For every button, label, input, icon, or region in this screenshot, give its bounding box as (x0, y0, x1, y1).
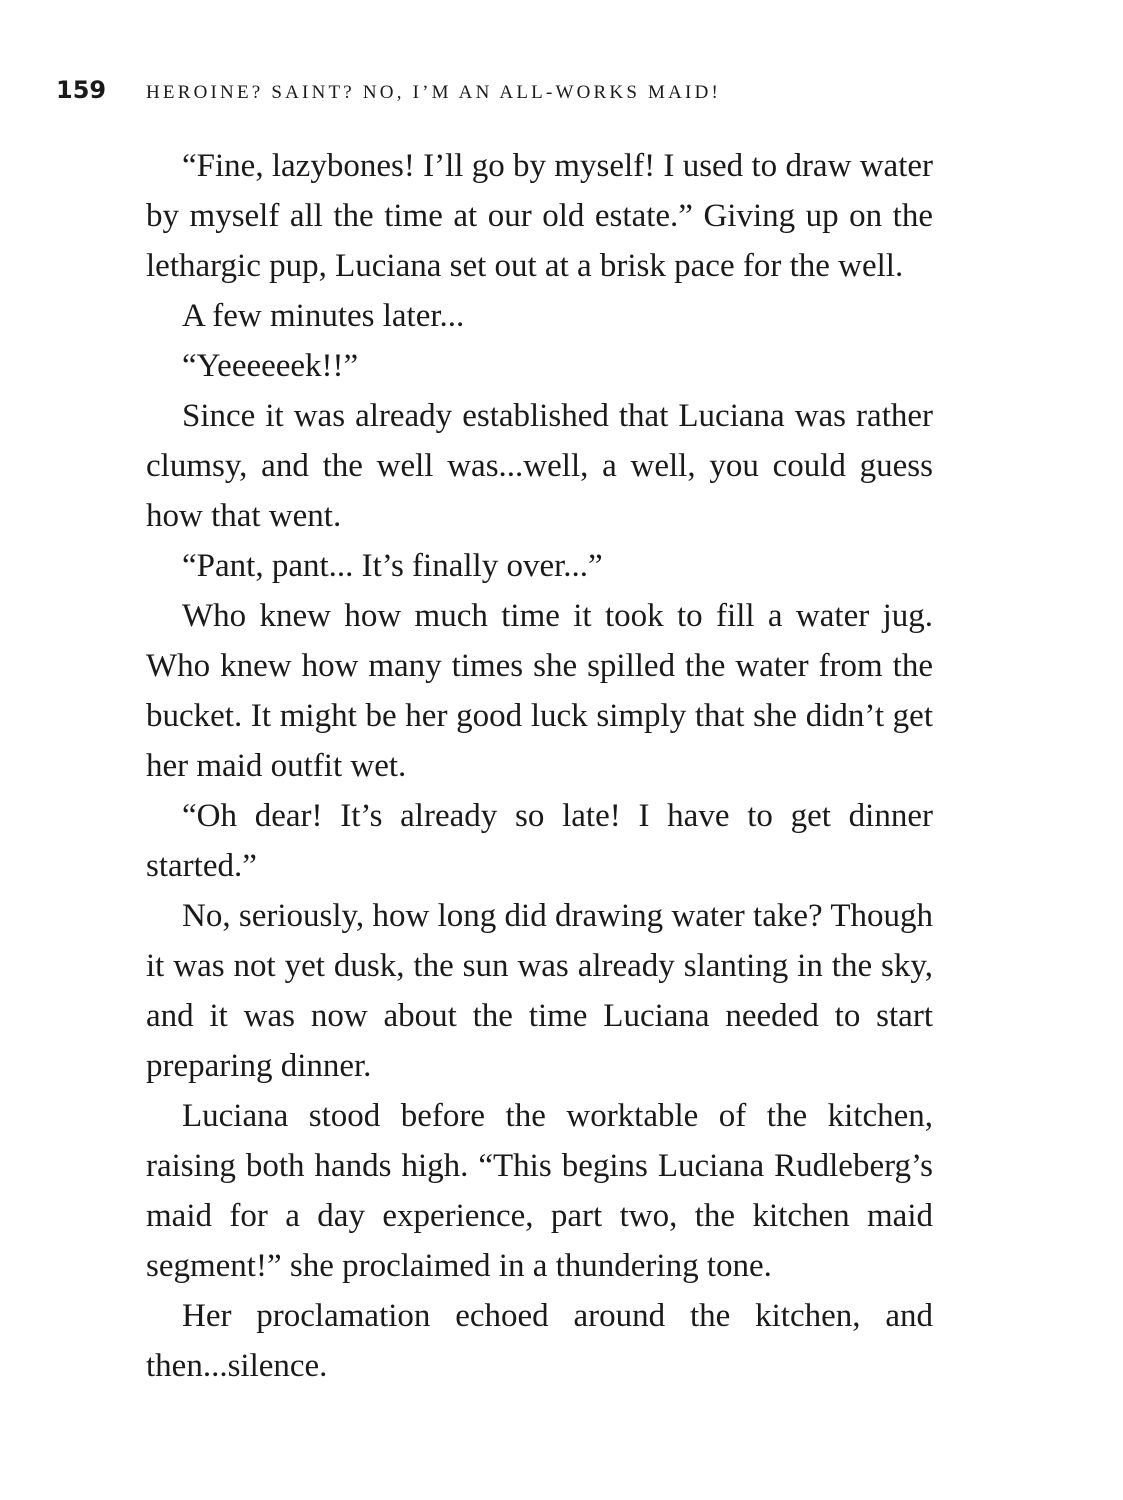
running-header (56, 76, 721, 110)
running-title: HEROINE? SAINT? NO, I’M AN ALL-WORKS MAID! (146, 82, 722, 103)
body-text (146, 141, 933, 1391)
page-number: 159 (56, 76, 107, 104)
paragraph: Luciana stood before the worktable of the kitchen, raising both hands high. “This begins Luciana Rudleberg’s maid for a day experience, part two, the kitchen maid segment!” she proclaimed in a thundering tone. (146, 1098, 933, 1284)
paragraph: “Yeeeeeek!!” (182, 348, 359, 384)
paragraph: Her proclamation echoed around the kitchen, and then...silence. (146, 1298, 933, 1384)
paragraph: “Oh dear! It’s already so late! I have to get dinner started.” (146, 798, 933, 884)
paragraph: No, seriously, how long did drawing water take? Though it was not yet dusk, the sun was already slanting in the sky, and it was now about the time Luciana needed to start preparing dinner. (146, 898, 933, 1084)
paragraph: “Pant, pant... It’s finally over...” (182, 548, 603, 584)
paragraph: A few minutes later... (182, 298, 465, 334)
paragraph: “Fine, lazybones! I’ll go by myself! I used to draw water by myself all the time at our old estate.” Giving up on the lethargic pup, Luciana set out at a brisk pace for the well. (146, 148, 933, 284)
paragraph: Who knew how much time it took to fill a water jug. Who knew how many times she spilled the water from the bucket. It might be her good luck simply that she didn’t get her maid outfit wet. (146, 598, 933, 784)
paragraph: Since it was already established that Luciana was rather clumsy, and the well was...well, a well, you could guess how that went. (146, 398, 933, 534)
